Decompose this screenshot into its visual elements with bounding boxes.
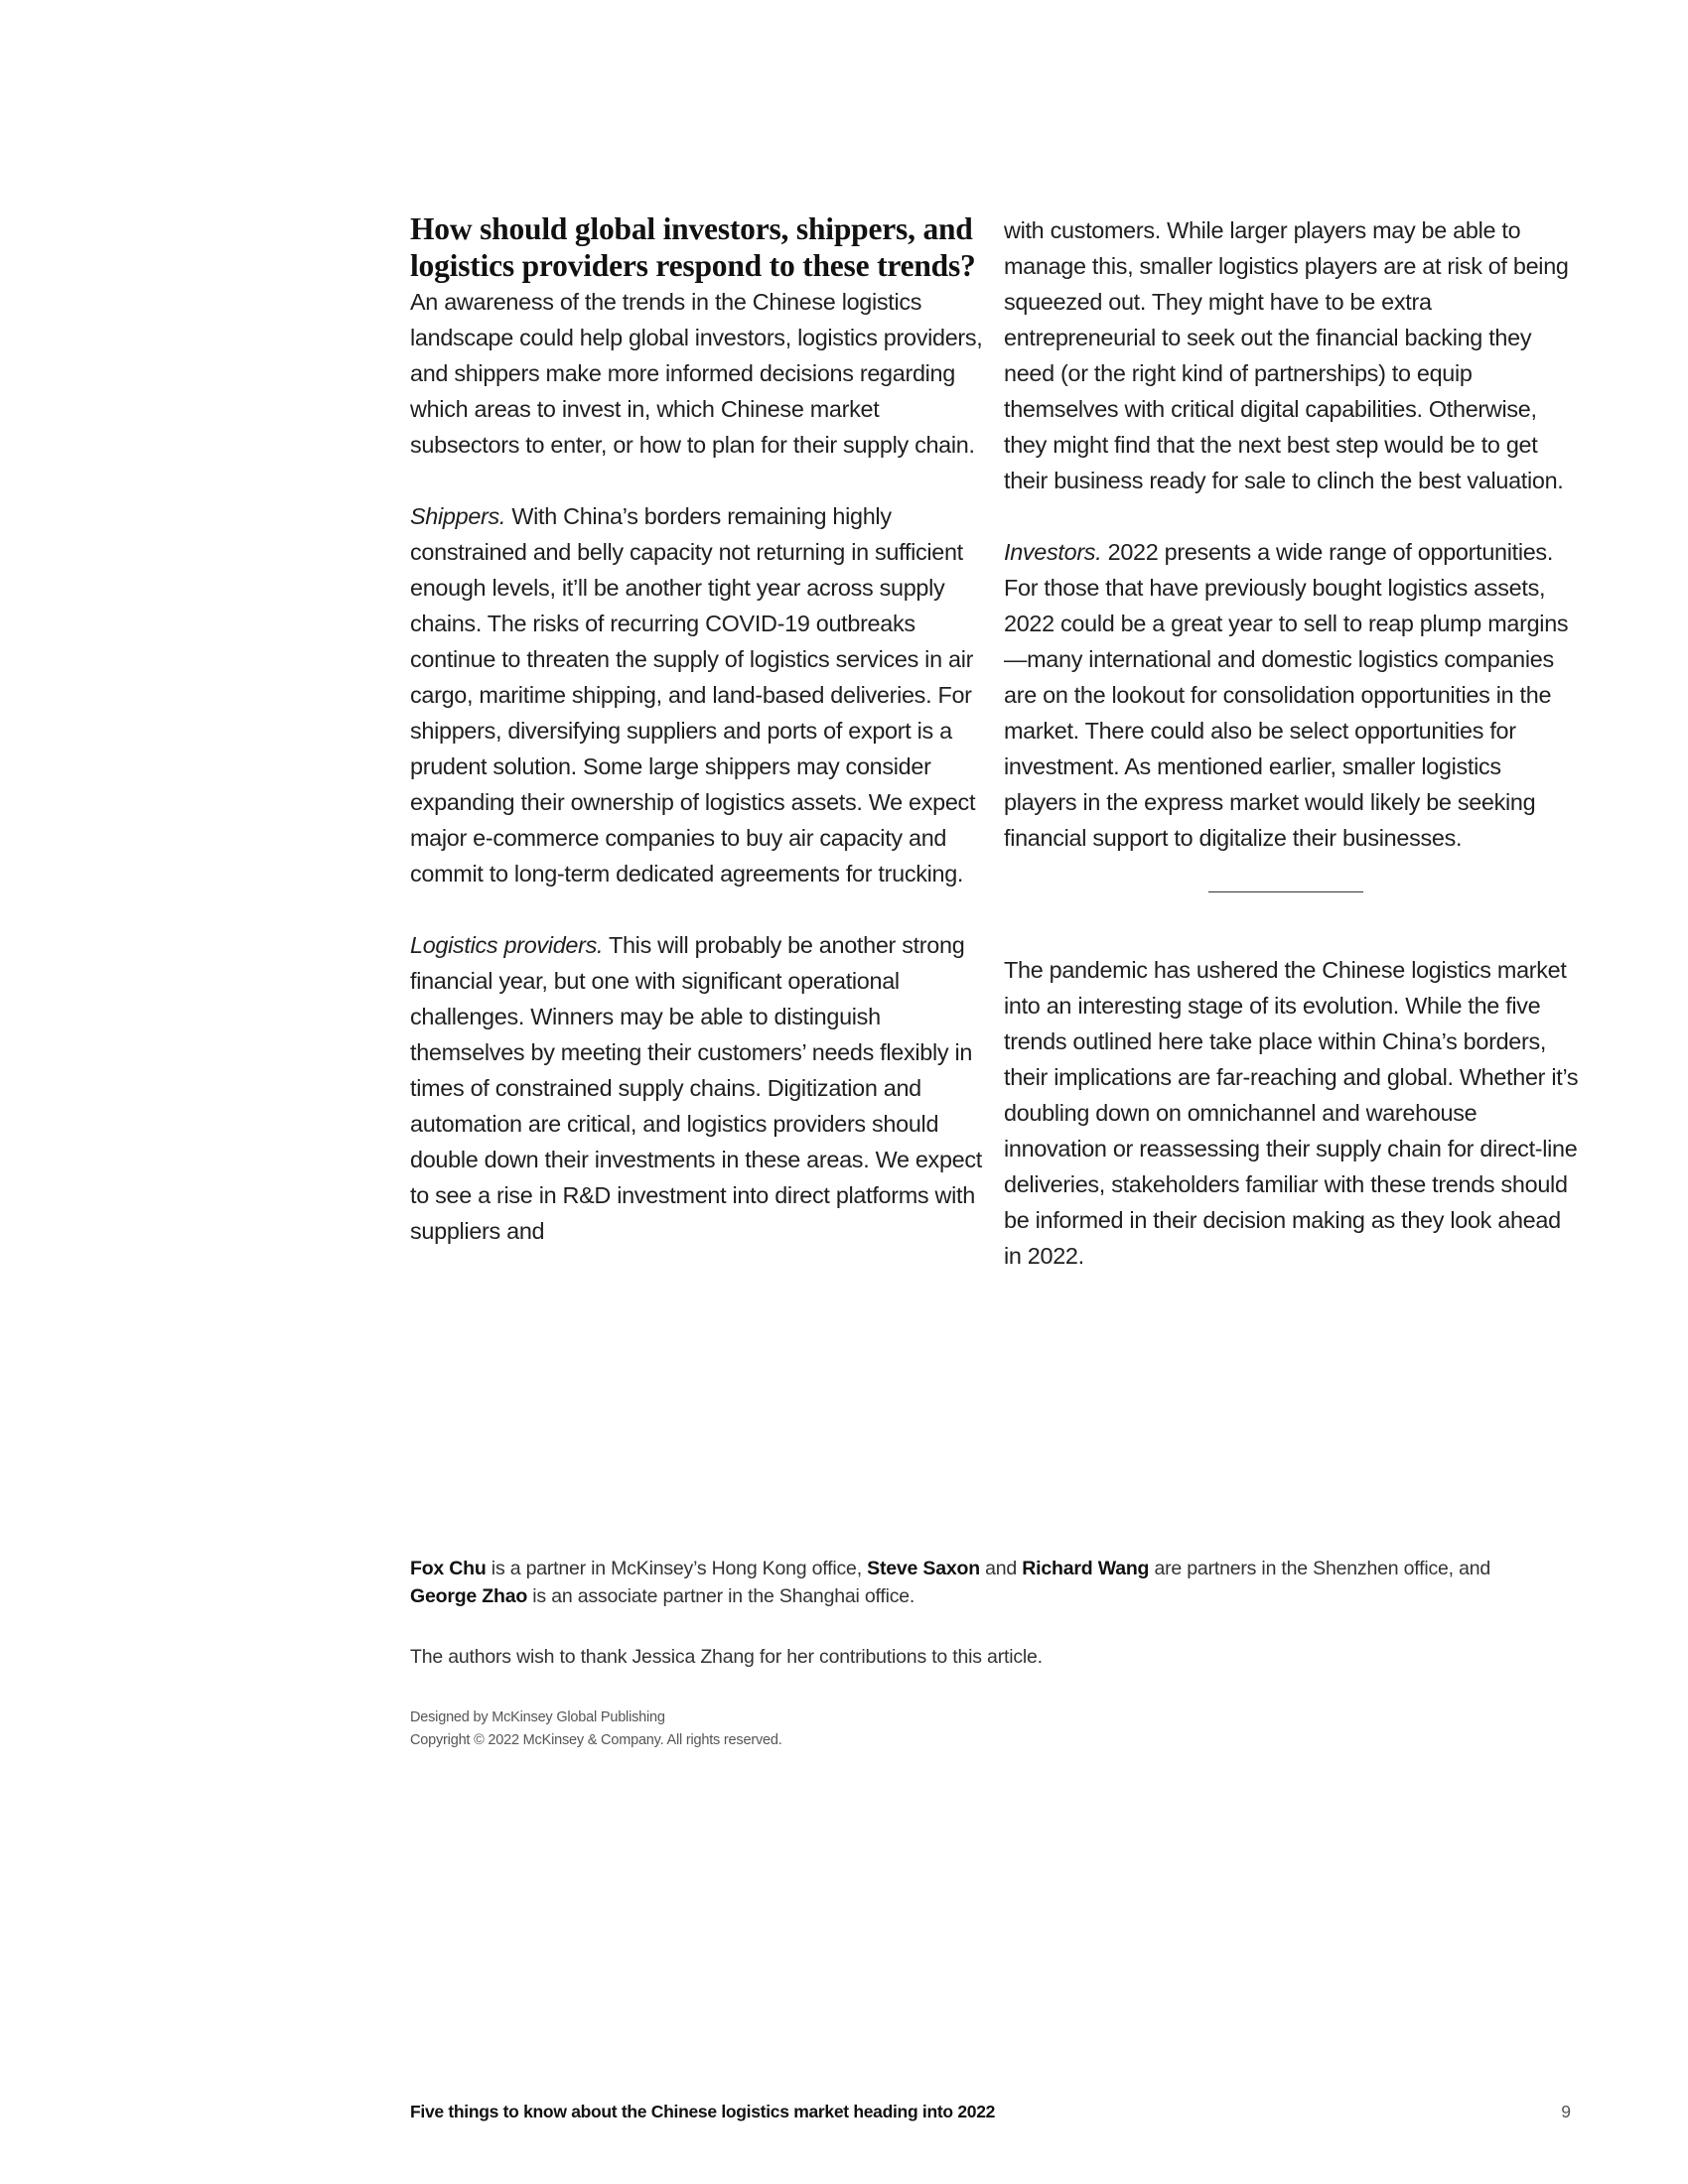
right-column (1004, 210, 1580, 1309)
author-bio-text: is an associate partner in the Shanghai office. (527, 1585, 915, 1607)
acknowledgement: The authors wish to thank Jessica Zhang for her contributions to this article. (410, 1646, 1043, 1668)
author-name: Fox Chu (410, 1558, 487, 1579)
investors-text: 2022 presents a wide range of opportunities. For those that have previously bought logistics assets, 2022 could be a great year to sell to reap plump margins—many international and domestic logistics companies are on the lookout for consolidation opportunities in the market. There could also be select opportunities for investment. As mentioned earlier, smaller logistics players in the express market would likely be seeking financial support to digitalize their businesses. (1004, 539, 1569, 851)
conclusion-paragraph: The pandemic has ushered the Chinese logistics market into an interesting stage of its evolution. While the five trends outlined here take place within China’s borders, their implications are far-reaching and global. Whether it’s doubling down on omnichannel and warehouse innovation or reassessing their supply chain for direct-line deliveries, stakeholders familiar with these trends should be informed in their decision making as they look ahead in 2022. (1004, 957, 1579, 1269)
author-bio-text: and (979, 1558, 1023, 1579)
designed-by: Designed by McKinsey Global Publishing (410, 1709, 665, 1725)
investors-lead: Investors. (1004, 539, 1102, 565)
footer-article-title: Five things to know about the Chinese logistics market heading into 2022 (410, 2102, 996, 2121)
page-number: 9 (1561, 2102, 1571, 2121)
author-bio-text: are partners in the Shenzhen office, and (1149, 1558, 1491, 1579)
author-name: Steve Saxon (867, 1558, 980, 1579)
author-name: George Zhao (410, 1585, 528, 1607)
shippers-text: With China’s borders remaining highly constrained and belly capacity not returning in sufficient enough levels, it’ll be another tight year across supply chains. The risks of recurring COVID-19 outbreaks continue to threaten the supply of logistics services in air cargo, maritime shipping, and land-based deliveries. For shippers, diversifying suppliers and ports of export is a prudent solution. Some large shippers may consider expanding their ownership of logistics assets. We expect major e-commerce companies to buy air capacity and commit to long-term dedicated agreements for trucking. (410, 503, 976, 887)
copyright-notice: Copyright © 2022 McKinsey & Company. All rights reserved. (410, 1732, 782, 1748)
shippers-paragraph (410, 498, 986, 891)
intro-paragraph: An awareness of the trends in the Chinese logistics landscape could help global investors, logistics providers, and shippers make more informed decisions regarding which areas to invest in, which Chinese market subsectors to enter, or how to plan for their supply chain. (410, 289, 983, 458)
left-column (410, 210, 986, 1285)
logistics-providers-text: This will probably be another strong financial year, but one with significant operational challenges. Winners may be able to distinguish themselves by meeting their customers’ needs flexibly in times of constrained supply chains. Digitization and automation are critical, and logistics providers should double down their investments in these areas. We expect to see a rise in R&D investment into direct platforms with suppliers and (410, 932, 982, 1244)
investors-paragraph (1004, 534, 1580, 856)
section-heading: How should global investors, shippers, and logistics providers respond to these trends? (410, 211, 976, 283)
shippers-lead: Shippers. (410, 503, 506, 529)
author-name: Richard Wang (1022, 1558, 1150, 1579)
logistics-providers-lead: Logistics providers. (410, 932, 604, 958)
author-bios (410, 1555, 1582, 1610)
publishing-credits (410, 1706, 1304, 1752)
author-bio-text: is a partner in McKinsey’s Hong Kong office, (486, 1558, 868, 1579)
section-divider (1208, 891, 1363, 892)
continuation-paragraph: with customers. While larger players may be able to manage this, smaller logistics players are at risk of being squeezed out. They might have to be extra entrepreneurial to seek out the financial backing they need (or the right kind of partnerships) to equip themselves with critical digital capabilities. Otherwise, they might find that the next best step would be to get their business ready for sale to clinch the best valuation. (1004, 217, 1569, 493)
logistics-providers-paragraph (410, 927, 986, 1249)
